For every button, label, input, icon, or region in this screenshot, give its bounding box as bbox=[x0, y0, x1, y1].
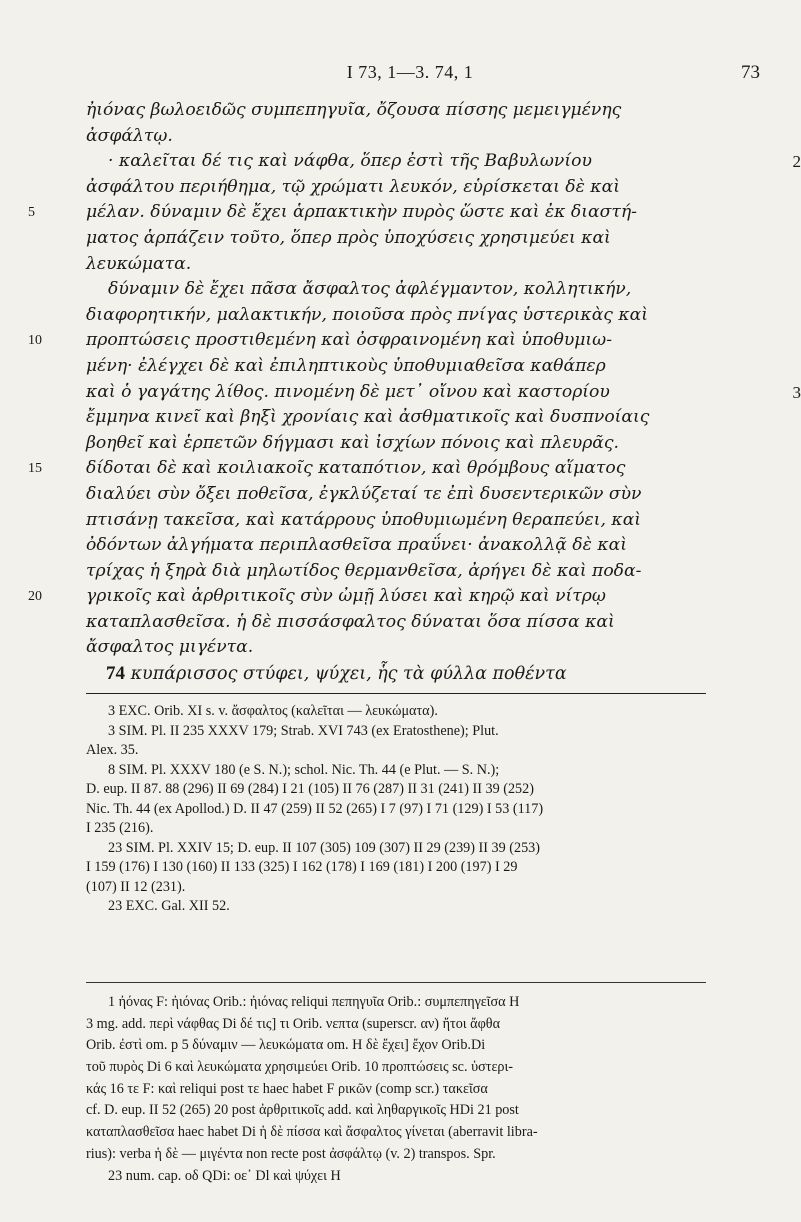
margin-number: 3 bbox=[792, 382, 801, 402]
chapter-text: κυπάρισσος στύφει, ψύχει, ἧς τὰ φύλλα ποθέντα bbox=[130, 664, 567, 685]
text-line bbox=[86, 354, 706, 380]
line-text: ἠιόνας βωλοειδῶς συμπεπηγυῖα, ὄζουσα πίσσης μεμειγμένης bbox=[86, 100, 622, 120]
line-text: καταπλασθεῖσα. ἡ δὲ πισσάσφαλτος δύναται ὅσα πίσσα καὶ bbox=[86, 611, 615, 632]
apparatus-line: 23 num. cap. οδ QDi: οε᾽ Dl καὶ ψύχει H bbox=[108, 1167, 341, 1184]
line-number: 20 bbox=[28, 589, 42, 605]
line-text: ἔμμηνα κινεῖ καὶ βηξὶ χρονίαις καὶ ἀσθματικοῖς καὶ δυσπνοίαις bbox=[86, 407, 650, 428]
text-line bbox=[86, 277, 706, 303]
testimonia-block bbox=[86, 702, 706, 917]
line-text: · καλεῖται δέ τις καὶ νάφθα, ὅπερ ἐστὶ τῆς Βαβυλωνίου bbox=[108, 151, 592, 172]
text-line bbox=[86, 380, 801, 406]
critical-apparatus bbox=[86, 992, 706, 1187]
line-text: προπτώσεις προστιθεμένη καὶ ὀσφραινομένη καὶ ὑποθυμιω- bbox=[86, 330, 612, 351]
text-line bbox=[86, 431, 706, 457]
main-text bbox=[28, 98, 801, 687]
text-line bbox=[86, 252, 706, 278]
line-text: διαφορητικήν, μαλακτικήν, ποιοῦσα πρὸς πνίγας ὑστερικὰς καὶ bbox=[86, 304, 649, 325]
line-text: διαλύει σὺν ὄξει ποθεῖσα, ἐγκλύζεταί τε ἐπὶ δυσεντερικῶν σὺν bbox=[86, 483, 642, 504]
apparatus-line: τοῦ πυρὸς Di 6 καὶ λευκώματα χρησιμεύει Orib. 10 προπτώσεις sc. ὑστερι- bbox=[86, 1059, 514, 1076]
text-line bbox=[86, 482, 706, 508]
apparatus-line: κάς 16 τε F: καὶ reliqui post τε haec habet F ρικῶν (comp scr.) τακεῖσα bbox=[86, 1080, 488, 1097]
line-text: δύναμιν δὲ ἔχει πᾶσα ἄσφαλτος ἀφλέγμαντον, κολλητικήν, bbox=[108, 279, 632, 300]
line-number: 5 bbox=[28, 205, 35, 221]
testimonia-line: I 159 (176) I 130 (160) II 133 (325) I 162 (178) I 169 (181) I 200 (197) I 29 bbox=[86, 859, 518, 875]
line-text: δίδοται δὲ καὶ κοιλιακοῖς καταπότιον, καὶ θρόμβους αἵματος bbox=[86, 458, 626, 479]
text-line bbox=[86, 149, 801, 175]
testimonia-line: 23 EXC. Gal. XII 52. bbox=[108, 898, 230, 914]
line-text: μένη· ἐλέγχει δὲ καὶ ἐπιληπτικοὺς ὑποθυμιαθεῖσα καθάπερ bbox=[86, 355, 606, 376]
text-divider bbox=[86, 693, 706, 694]
text-line bbox=[86, 405, 706, 431]
line-text: ματος ἁρπάζειν τοῦτο, ὅπερ πρὸς ὑποχύσεις χρησιμεύει καὶ bbox=[86, 227, 611, 248]
testimonia-line: D. eup. II 87. 88 (296) II 69 (284) I 21 (105) II 76 (287) II 31 (241) II 39 (252) bbox=[86, 781, 534, 797]
testimonia-line: Nic. Th. 44 (ex Apollod.) D. II 47 (259) II 52 (265) I 7 (97) I 71 (129) I 53 (117) bbox=[86, 800, 544, 817]
text-line bbox=[86, 226, 706, 252]
line-text: μέλαν. δύναμιν δὲ ἔχει ἁρπακτικὴν πυρὸς ὥστε καὶ ἐκ διαστή- bbox=[86, 202, 637, 223]
text-line bbox=[86, 559, 706, 585]
apparatus-line: rius): verba ἡ δὲ — μιγέντα non recte post ἀσφάλτῳ (v. 2) transpos. Spr. bbox=[86, 1145, 496, 1162]
line-text: λευκώματα. bbox=[86, 253, 192, 274]
line-text: πτισάνῃ τακεῖσα, καὶ κατάρρους ὑποθυμιωμένη θεραπεύει, καὶ bbox=[86, 509, 642, 530]
apparatus-line: 3 mg. add. περὶ νάφθας Di δέ τις] τι Orib. νεπτα (superscr. αν) ἤτοι ἄφθα bbox=[86, 1015, 501, 1032]
text-line bbox=[28, 200, 706, 226]
testimonia-line: 3 SIM. Pl. II 235 XXXV 179; Strab. XVI 743 (ex Eratosthene); Plut. bbox=[108, 722, 499, 739]
line-text: τρίχας ἡ ξηρὰ διὰ μηλωτίδος θερμανθεῖσα, ἀρήγει δὲ καὶ ποδα- bbox=[86, 560, 642, 581]
page-number: 73 bbox=[741, 62, 760, 83]
line-text: βοηθεῖ καὶ ἑρπετῶν δήγμασι καὶ ἰσχίων πόνοις καὶ πλευρᾶς. bbox=[86, 432, 619, 453]
line-number: 15 bbox=[28, 461, 42, 477]
testimonia-line: 23 SIM. Pl. XXIV 15; D. eup. II 107 (305) 109 (307) II 29 (239) II 39 (253) bbox=[108, 839, 541, 856]
apparatus-divider bbox=[86, 982, 706, 983]
text-line bbox=[86, 635, 706, 661]
running-header bbox=[60, 62, 760, 86]
line-text: γρικοῖς καὶ ἀρθριτικοῖς σὺν ὠμῇ λύσει καὶ κηρῷ καὶ νίτρῳ bbox=[86, 586, 606, 607]
line-text: ὀδόντων ἀλγήματα περιπλασθεῖσα πραΰνει· ἀνακολλᾷ δὲ καὶ bbox=[86, 535, 627, 556]
line-text: καὶ ὁ γαγάτης λίθος. πινομένη δὲ μετ᾽ οἴνου καὶ καστορίου bbox=[86, 381, 610, 402]
chapter-line bbox=[86, 661, 706, 687]
text-line bbox=[28, 456, 706, 482]
testimonia-line: 8 SIM. Pl. XXXV 180 (e S. N.); schol. Nic. Th. 44 (e Plut. — S. N.); bbox=[108, 761, 500, 778]
text-line bbox=[28, 584, 706, 610]
apparatus-line: cf. D. eup. II 52 (265) 20 post ἀρθριτικοῖς add. καὶ ληθαργικοῖς HDi 21 post bbox=[86, 1102, 519, 1119]
apparatus-line: Orib. ἐστὶ om. p 5 δύναμιν — λευκώματα om. H δὲ ἔχει] ἔχον Orib.Di bbox=[86, 1037, 486, 1054]
text-line bbox=[86, 98, 706, 124]
testimonia-line: 3 EXC. Orib. XI s. v. ἄσφαλτος (καλεῖται — λευκώματα). bbox=[108, 703, 438, 719]
apparatus-line: 1 ἠόνας F: ἠιόνας Orib.: ἠιόνας reliqui πεπηγυῖα Orib.: συμπεπηγεῖσα H bbox=[108, 994, 520, 1010]
line-text: ἀσφάλτου περιήθημα, τῷ χρώματι λευκόν, εὑρίσκεται δὲ καὶ bbox=[86, 176, 620, 197]
text-line bbox=[28, 328, 706, 354]
testimonia-line: (107) II 12 (231). bbox=[86, 878, 186, 895]
line-number: 10 bbox=[28, 333, 42, 349]
testimonia-line: I 235 (216). bbox=[86, 820, 154, 836]
line-text: ἄσφαλτος μιγέντα. bbox=[86, 637, 254, 658]
apparatus-line: καταπλασθεῖσα haec habet Di ἡ δὲ πίσσα καὶ ἄσφαλτος γίνεται (aberravit libra- bbox=[86, 1124, 538, 1141]
text-line bbox=[86, 610, 706, 636]
text-line bbox=[86, 303, 706, 329]
text-line bbox=[86, 124, 706, 150]
testimonia-line: Alex. 35. bbox=[86, 742, 139, 758]
text-line bbox=[86, 533, 706, 559]
margin-number: 2 bbox=[792, 152, 801, 172]
text-line bbox=[86, 508, 706, 534]
text-line bbox=[86, 175, 706, 201]
page-reference: I 73, 1—3. 74, 1 bbox=[346, 62, 474, 82]
line-text: ἀσφάλτῳ. bbox=[86, 125, 173, 146]
chapter-number: 74 bbox=[106, 663, 125, 685]
